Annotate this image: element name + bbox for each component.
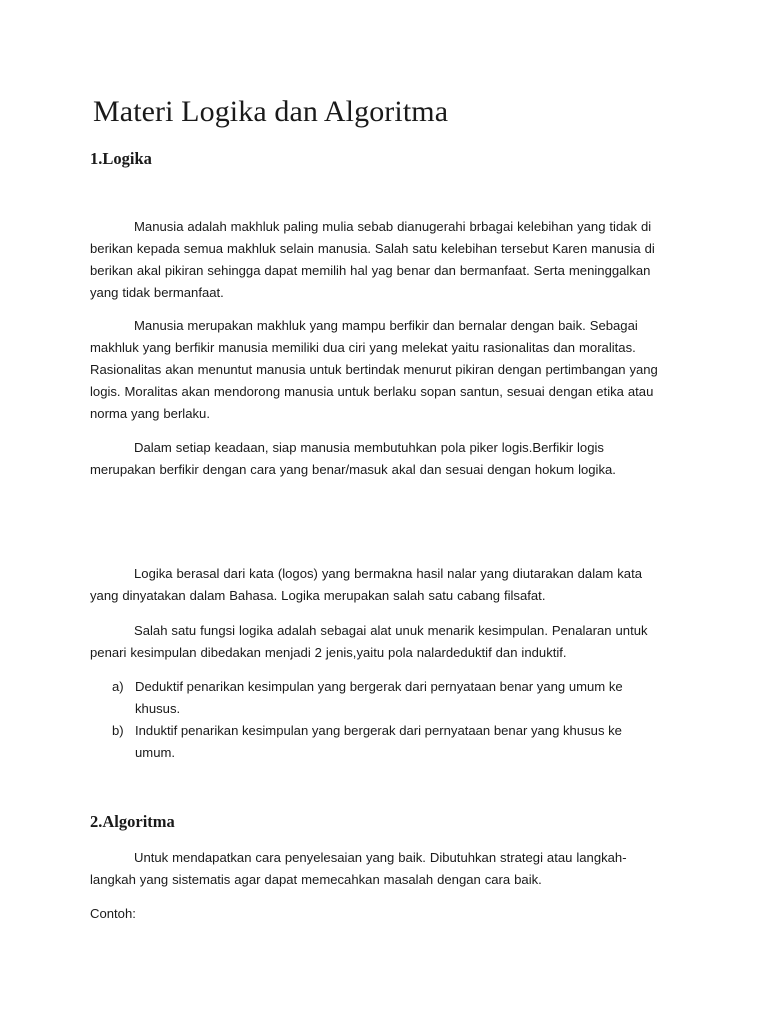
paragraph-algoritma-contoh: Contoh:	[90, 906, 136, 921]
list-marker: b)	[112, 723, 124, 738]
paragraph-algoritma-1: Untuk mendapatkan cara penyelesaian yang baik. Dibutuhkan strategi atau langkah-langkah yang sistematis agar dapat memecahkan masalah dengan cara baik.	[90, 850, 627, 887]
list-item-text: Deduktif penarikan kesimpulan yang bergerak dari pernyataan benar yang umum ke khusus.	[135, 679, 623, 716]
paragraph-logika-2: Manusia merupakan makhluk yang mampu berfikir dan bernalar dengan baik. Sebagai makhluk yang berfikir manusia memiliki dua ciri yang melekat yaitu rasionalitas dan moralitas. Rasionalitas akan menuntut manusia untuk bertindak menurut pikiran dengan pertimbangan yang logis. Moralitas akan mendorong manusia untuk berlaku sopan santun, sesuai dengan etika atau norma yang berlaku.	[90, 318, 658, 421]
list-item-text: Induktif penarikan kesimpulan yang bergerak dari pernyataan benar yang khusus ke umum.	[135, 723, 622, 760]
section-heading-algoritma: 2.Algoritma	[90, 812, 175, 831]
reasoning-types-list	[90, 676, 662, 764]
paragraph-logika-1: Manusia adalah makhluk paling mulia sebab dianugerahi brbagai kelebihan yang tidak di berikan kepada semua makhluk selain manusia. Salah satu kelebihan tersebut Karen manusia di berikan akal pikiran sehingga dapat memilih hal yag benar dan bermanfaat. Serta meninggalkan yang tidak bermanfaat.	[90, 219, 655, 300]
list-item-induktif	[90, 720, 662, 764]
section-heading-logika: 1.Logika	[90, 149, 152, 168]
list-marker: a)	[112, 679, 124, 694]
paragraph-logika-3: Dalam setiap keadaan, siap manusia membutuhkan pola piker logis.Berfikir logis merupakan berfikir dengan cara yang benar/masuk akal dan sesuai dengan hokum logika.	[90, 440, 616, 477]
list-item-deduktif	[90, 676, 662, 720]
document-title: Materi Logika dan Algoritma	[93, 95, 449, 128]
paragraph-logika-5: Salah satu fungsi logika adalah sebagai alat unuk menarik kesimpulan. Penalaran untuk penari kesimpulan dibedakan menjadi 2 jenis,yaitu pola nalardeduktif dan induktif.	[90, 623, 648, 660]
paragraph-logika-4: Logika berasal dari kata (logos) yang bermakna hasil nalar yang diutarakan dalam kata yang dinyatakan dalam Bahasa. Logika merupakan salah satu cabang filsafat.	[90, 566, 643, 603]
